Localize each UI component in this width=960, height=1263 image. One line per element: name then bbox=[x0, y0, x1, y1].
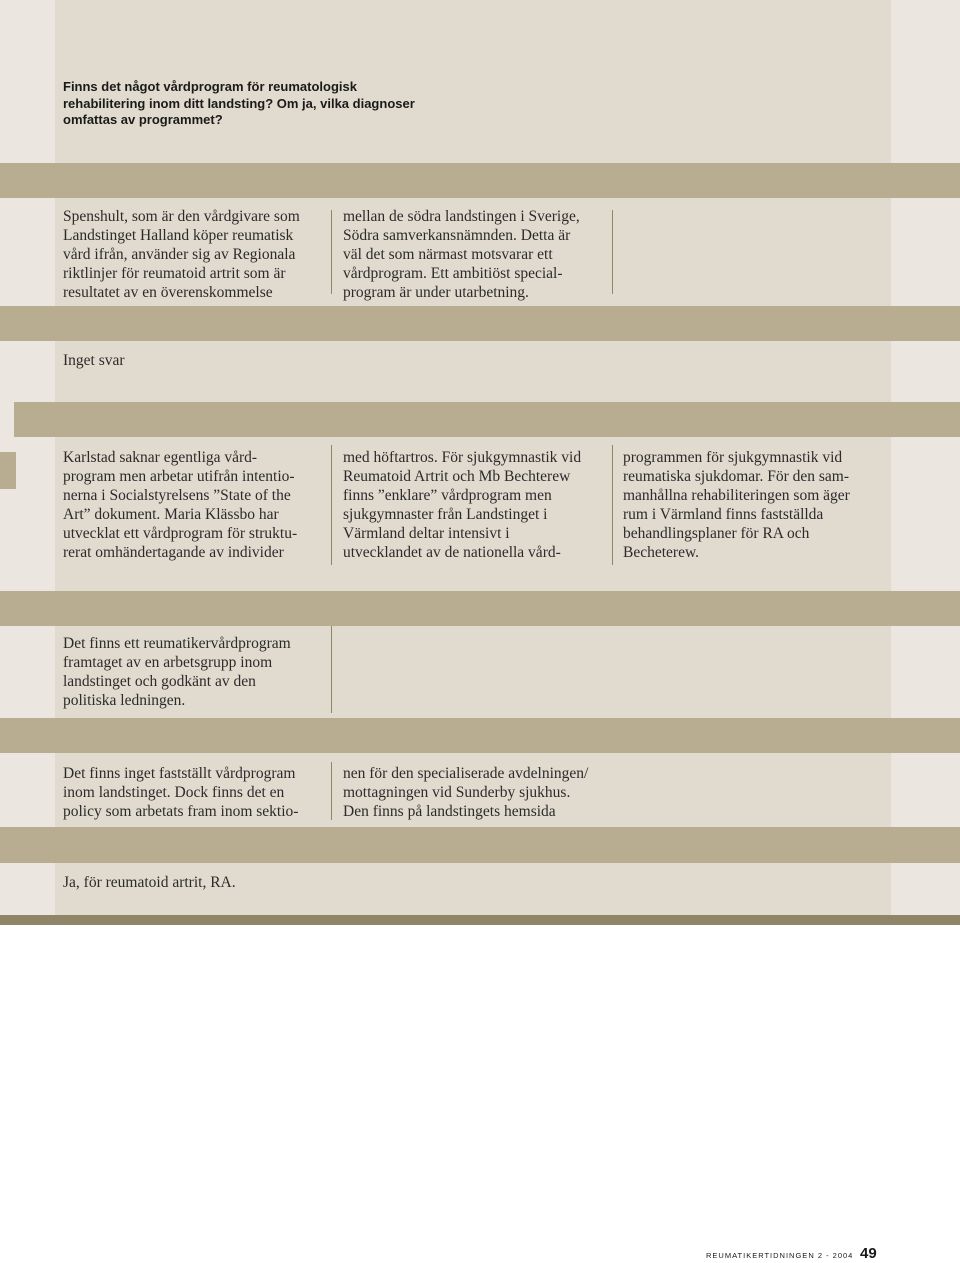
side-tab-marker bbox=[0, 452, 16, 489]
separator-band bbox=[0, 591, 960, 626]
column-divider bbox=[331, 626, 332, 713]
answer-6-col-1: Ja, för reumatoid artrit, RA. bbox=[63, 874, 236, 891]
separator-band bbox=[0, 718, 960, 753]
answer-2-col-1: Inget svar bbox=[63, 352, 125, 369]
answer-1-col-1: Spenshult, som är den vårdgivare som Landstinget Halland köper reumatisk vård ifrån, använder sig av Regionala riktlinjer för reumatoid artrit som är resultatet av en överenskommelse bbox=[63, 208, 300, 301]
separator-band bbox=[0, 827, 960, 863]
answer-5-col-1: Det finns inget fastställt vårdprogram inom landstinget. Dock finns det en policy som arbetats fram inom sektio- bbox=[63, 765, 299, 820]
answer-3-col-1: Karlstad saknar egentliga vård- program men arbetar utifrån intentio- nerna i Socialstyrelsens ”State of the Art” dokument. Maria Klässbo har utvecklat ett vårdprogram för struktu- rerat omhändertagande av individer bbox=[63, 449, 298, 561]
survey-question: Finns det något vårdprogram för reumatologisk rehabilitering inom ditt landsting? Om ja, vilka diagnoser omfattas av programmet? bbox=[63, 79, 415, 127]
answer-1-col-2: mellan de södra landstingen i Sverige, Södra samverkansnämnden. Detta är väl det som närmast motsvarar ett vårdprogram. Ett ambitiöst special- program är under utarbetning. bbox=[343, 208, 580, 301]
column-divider bbox=[331, 210, 332, 294]
bottom-rule bbox=[0, 915, 960, 925]
separator-band bbox=[0, 306, 960, 341]
publication-name: REUMATIKERTIDNINGEN 2 - 2004 bbox=[706, 1251, 854, 1260]
column-divider bbox=[331, 445, 332, 565]
answer-3-col-2: med höftartros. För sjukgymnastik vid Reumatoid Artrit och Mb Bechterew finns ”enklare” vårdprogram men sjukgymnaster från Landstinget i Värmland deltar intensivt i utvecklandet av de nationella vård- bbox=[343, 449, 582, 561]
column-divider bbox=[331, 762, 332, 820]
right-margin bbox=[891, 0, 960, 925]
answer-3-col-3: programmen för sjukgymnastik vid reumatiska sjukdomar. För den sam- manhållna rehabiliteringen som äger rum i Värmland finns fastställda behandlingsplaner för RA och Becheterew. bbox=[623, 449, 850, 561]
separator-band bbox=[14, 402, 960, 437]
page-number: 49 bbox=[860, 1245, 877, 1262]
answer-5-col-2: nen för den specialiserade avdelningen/ mottagningen vid Sunderby sjukhus. Den finns på landstingets hemsida bbox=[343, 765, 589, 820]
answer-4-col-1: Det finns ett reumatikervårdprogram framtaget av en arbetsgrupp inom landstinget och godkänt av den politiska ledningen. bbox=[63, 635, 291, 709]
separator-band bbox=[0, 163, 960, 198]
